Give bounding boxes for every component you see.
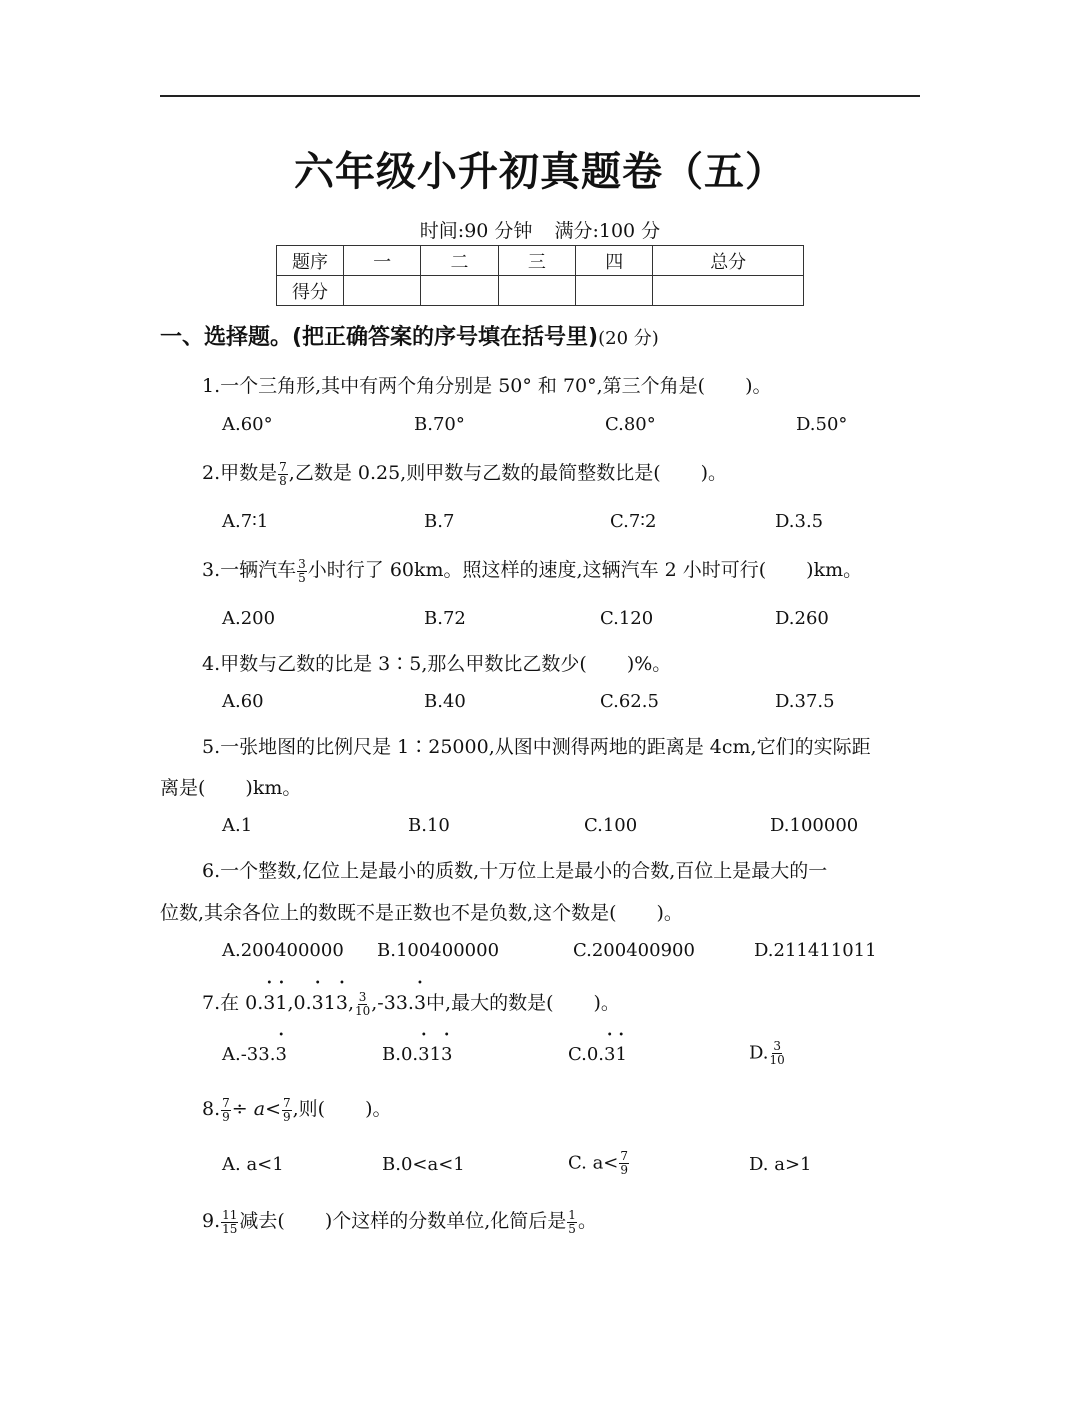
exam-meta — [0, 216, 1080, 243]
digit: 1 — [323, 992, 336, 1014]
score-table-header-row — [277, 246, 804, 276]
option-text: C.0. — [568, 1044, 605, 1065]
option-c: C.80° — [605, 414, 656, 435]
option-a — [222, 1044, 287, 1065]
fraction — [619, 1150, 629, 1177]
question-6-line-1: 6.一个整数,亿位上是最小的质数,十万位上是最小的合数,百位上是最大的一 — [202, 860, 828, 882]
score-table-cell: 题序 — [277, 246, 344, 276]
option-d: D.50° — [796, 414, 848, 435]
option-b: B.100400000 — [377, 940, 500, 961]
repeating-digit: • 3 — [441, 1044, 452, 1065]
question-tail: )。 — [745, 375, 772, 397]
question-text: ,-33. — [371, 992, 414, 1014]
numerator: 7 — [620, 1149, 629, 1163]
option-c — [568, 1044, 627, 1065]
score-table-cell: 二 — [421, 246, 498, 276]
numerator: 7 — [283, 1095, 291, 1110]
question-text: 小时行了 60km。照这样的速度,这辆汽车 2 小时可行( — [307, 559, 767, 581]
option-text: B.0. — [382, 1044, 419, 1065]
option-c: C.200400900 — [573, 940, 695, 961]
option-c: C.62.5 — [600, 691, 659, 712]
question-text: 位数,其余各位上的数既不是正数也不是负数,这个数是( — [160, 902, 617, 924]
question-8 — [202, 1094, 392, 1124]
denominator: 9 — [620, 1163, 629, 1177]
denominator: 9 — [283, 1109, 291, 1124]
option-b: B.40 — [424, 691, 466, 712]
option-d: D.211411011 — [754, 940, 877, 961]
question-4 — [202, 649, 671, 676]
option-a: A. a<1 — [222, 1154, 284, 1175]
question-tail: )km。 — [245, 777, 302, 799]
question-text: 减去( — [239, 1210, 285, 1232]
fraction — [770, 1040, 785, 1067]
header-rule — [160, 95, 920, 97]
score-table-cell: 总分 — [653, 246, 804, 276]
denominator: 10 — [769, 1053, 785, 1067]
score-table-cell: 四 — [576, 246, 653, 276]
denominator: 8 — [279, 473, 287, 488]
fraction — [355, 991, 370, 1018]
denominator: 15 — [222, 1221, 238, 1236]
option-a: A.7∶1 — [222, 511, 269, 532]
option-d: D.37.5 — [775, 691, 835, 712]
question-text: 7.在 0. — [202, 992, 264, 1014]
numerator: 7 — [279, 459, 287, 474]
score-table-cell: 得分 — [277, 276, 344, 306]
option-b: B.10 — [408, 815, 450, 836]
question-text: 2.甲数是 — [202, 462, 278, 484]
score-input-cell[interactable] — [576, 276, 653, 306]
fraction — [567, 1209, 577, 1236]
question-text: 3.一辆汽车 — [202, 559, 297, 581]
question-7 — [202, 988, 620, 1018]
option-text: C. a< — [568, 1152, 619, 1174]
option-c: C.7∶2 — [610, 511, 657, 532]
exam-time: 时间:90 分钟 — [419, 220, 533, 242]
question-text: 8. — [202, 1098, 221, 1120]
page-title: 六年级小升初真题卷（五） — [294, 149, 786, 195]
digit: 1 — [429, 1044, 442, 1065]
option-a: A.1 — [222, 815, 253, 836]
exam-full-score: 满分:100 分 — [554, 220, 661, 242]
question-tail: )。 — [656, 902, 683, 924]
question-text: , — [347, 992, 354, 1014]
option-b: B.7 — [424, 511, 455, 532]
repeating-digit: • 3 — [418, 1044, 429, 1065]
option-d — [749, 1040, 786, 1067]
fraction — [221, 1097, 231, 1124]
denominator: 5 — [568, 1221, 576, 1236]
fraction — [278, 461, 288, 488]
repeating-digit: • 3 — [312, 992, 324, 1014]
option-b: B.0<a<1 — [382, 1154, 465, 1175]
denominator: 10 — [354, 1003, 371, 1018]
option-d: D.100000 — [770, 815, 859, 836]
repeating-digit: • 1 — [615, 1044, 626, 1065]
numerator: 3 — [773, 1039, 781, 1053]
option-d: D. a>1 — [749, 1154, 812, 1175]
option-text: A.-33. — [222, 1044, 276, 1065]
score-table-score-row — [277, 276, 804, 306]
repeating-digit: • 1 — [275, 992, 287, 1014]
question-text: ,则( — [292, 1098, 326, 1120]
score-table-cell: 三 — [498, 246, 575, 276]
option-c — [568, 1150, 630, 1177]
repeating-digit: • 3 — [604, 1044, 615, 1065]
fraction — [282, 1097, 292, 1124]
section-heading — [160, 320, 659, 351]
question-text: 离是( — [160, 777, 206, 799]
repeating-digit: • 3 — [414, 992, 426, 1014]
option-c: C.120 — [600, 608, 654, 629]
option-a: A.60 — [222, 691, 264, 712]
question-5-line-1: 5.一张地图的比例尺是 1∶25000,从图中测得两地的距离是 4cm,它们的实际距 — [202, 736, 871, 758]
question-2 — [202, 458, 727, 488]
option-text: D. — [749, 1042, 769, 1064]
question-tail: )%。 — [626, 653, 672, 675]
question-text: 4.甲数与乙数的比是 3∶5,那么甲数比乙数少( — [202, 653, 587, 675]
question-text: ,乙数是 0.25,则甲数与乙数的最简整数比是( — [288, 462, 661, 484]
repeating-digit: • 3 — [275, 1044, 286, 1065]
question-tail: )km。 — [806, 559, 863, 581]
option-b: B.70° — [414, 414, 465, 435]
question-6-line-2 — [160, 898, 683, 925]
numerator: 1 — [568, 1207, 576, 1222]
question-tail: )。 — [593, 992, 620, 1014]
option-c: C.100 — [584, 815, 638, 836]
question-text: 1.一个三角形,其中有两个角分别是 50° 和 70°,第三个角是( — [202, 375, 706, 397]
question-text: )个这样的分数单位,化简后是 — [324, 1210, 567, 1232]
numerator: 3 — [358, 989, 367, 1004]
repeating-digit: • 3 — [336, 992, 348, 1014]
question-text: 9. — [202, 1210, 221, 1232]
question-text: 中,最大的数是( — [426, 992, 554, 1014]
question-tail: 。 — [577, 1210, 597, 1232]
option-d: D.3.5 — [775, 511, 824, 532]
repeating-digit: • 3 — [263, 992, 275, 1014]
section-points: (20 分) — [598, 328, 659, 349]
score-input-cell[interactable] — [421, 276, 498, 306]
score-input-cell[interactable] — [653, 276, 804, 306]
score-table-cell: 一 — [344, 246, 421, 276]
question-5-line-2 — [160, 773, 301, 800]
option-a: A.60° — [222, 414, 273, 435]
question-3 — [202, 555, 862, 585]
denominator: 9 — [222, 1109, 230, 1124]
score-input-cell[interactable] — [344, 276, 421, 306]
fraction — [221, 1209, 238, 1236]
question-tail: )。 — [365, 1098, 392, 1120]
option-b: B.72 — [424, 608, 466, 629]
question-9 — [202, 1206, 597, 1236]
option-a: A.200 — [222, 608, 276, 629]
numerator: 7 — [222, 1095, 230, 1110]
option-d: D.260 — [775, 608, 829, 629]
question-text: ,0. — [287, 992, 312, 1014]
question-text: ÷ a< — [231, 1098, 281, 1120]
score-input-cell[interactable] — [498, 276, 575, 306]
score-table — [276, 245, 804, 306]
question-1 — [202, 371, 772, 398]
denominator: 5 — [298, 570, 306, 585]
numerator: 3 — [298, 556, 306, 571]
section-title: 一、选择题。(把正确答案的序号填在括号里) — [160, 325, 599, 350]
question-tail: )。 — [700, 462, 728, 484]
fraction — [297, 558, 307, 585]
option-a: A.200400000 — [222, 940, 344, 961]
numerator: 11 — [222, 1207, 238, 1222]
option-b — [382, 1044, 452, 1065]
